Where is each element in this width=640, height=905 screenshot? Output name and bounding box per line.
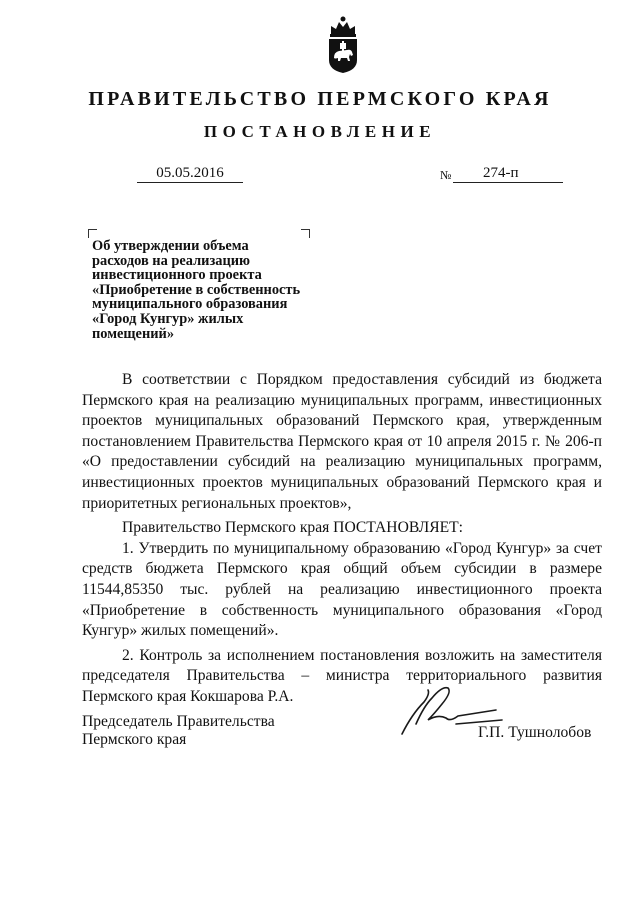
signer-position-line: Пермского края bbox=[82, 731, 187, 748]
government-title: ПРАВИТЕЛЬСТВО ПЕРМСКОГО КРАЯ bbox=[88, 88, 552, 110]
document-date: 05.05.2016 bbox=[137, 164, 243, 183]
document-number: 274-п bbox=[453, 164, 563, 183]
document-body bbox=[82, 370, 602, 708]
signer-position bbox=[82, 713, 275, 749]
subject-line: Об утверждении объема bbox=[92, 238, 249, 254]
signer-name: Г.П. Тушнолобов bbox=[478, 724, 592, 741]
body-paragraph-item-1: 1. Утвердить по муниципальному образованию «Город Кунгур» за счет средств бюджета Пермского края общий объем субсидии в размере 11544,85350 тыс. рублей на реализацию инвестиционного проекта «Приобретение в собственность муниципального образования «Город Кунгур» жилых помещений». bbox=[82, 539, 602, 640]
subject-corner-right bbox=[301, 229, 310, 238]
subject-corner-left bbox=[88, 229, 97, 238]
subject-line: инвестиционного проекта bbox=[92, 267, 262, 284]
document-type: ПОСТАНОВЛЕНИЕ bbox=[203, 122, 437, 141]
subject-line: «Приобретение в собственность bbox=[92, 281, 301, 298]
subject-line: помещений» bbox=[92, 325, 175, 342]
subject-line: расходов на реализацию bbox=[92, 252, 251, 269]
body-paragraph-preamble: В соответствии с Порядком предоставления субсидий из бюджета Пермского края на реализацию муниципальных программ, инвестиционных проектов муниципальных образований Пермского края, утвержденным постановлением Правительства Пермского края от 10 апреля 2015 г. № 206-п «О предоставлении субсидий на реализацию муниципальных программ, инвестиционных проектов муниципальных образований Пермского края и приоритетных региональных проектов», bbox=[82, 371, 602, 512]
document-subject bbox=[92, 239, 332, 341]
body-paragraph-resolves: Правительство Пермского края ПОСТАНОВЛЯЕТ: bbox=[122, 519, 463, 537]
coat-of-arms-icon bbox=[323, 14, 363, 74]
signer-position-line: Председатель Правительства bbox=[82, 713, 275, 730]
subject-line: муниципального образования bbox=[92, 296, 288, 313]
body-paragraph-item-2: 2. Контроль за исполнением постановления возложить на заместителя председателя Правительства – министра территориального развития Пермского края Кокшарова Р.А. bbox=[82, 646, 602, 705]
subject-line: «Город Кунгур» жилых bbox=[92, 310, 244, 327]
number-sign: № bbox=[440, 168, 452, 182]
